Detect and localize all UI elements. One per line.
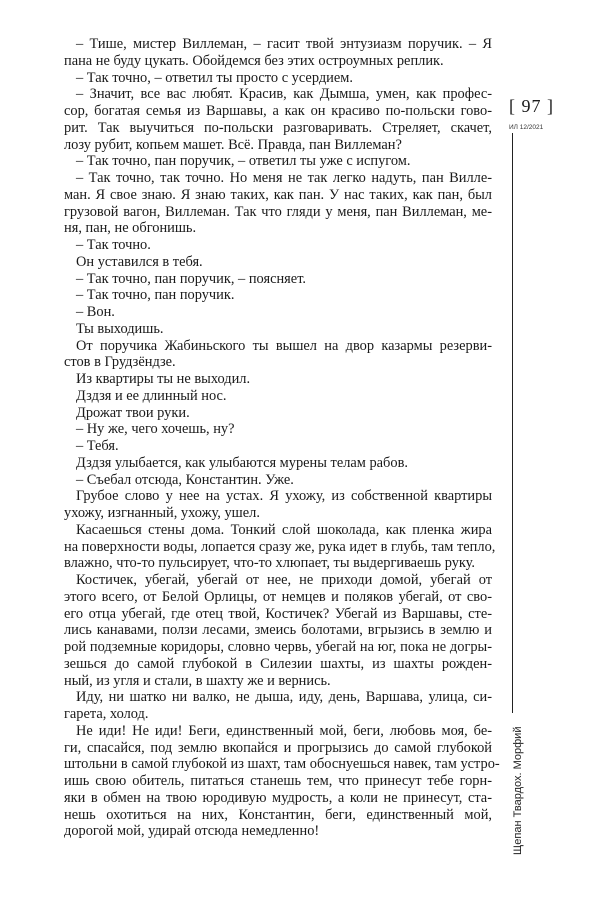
text-line: Он уставился в тебя. [76, 253, 203, 270]
text-line: Из квартиры ты не выходил. [76, 371, 251, 387]
text-line: влажно, что-то пульсирует, что-то хлюпает, ты выдергиваешь руку. [64, 555, 476, 572]
text-line: рит. Так выучиться по-польски разговаривать. Стреляет, скачет, [64, 119, 492, 136]
text-line: – Так точно, пан поручик, – поясняет. [76, 270, 306, 287]
text-line: – Так точно. [76, 237, 151, 253]
text-line: ги, спасайся, под землю вкопайся и прогрызись до самой глубокой [64, 739, 492, 756]
text-line: ня, пан, не обгонишь. [64, 220, 197, 237]
text-line: – Ну же, чего хочешь, ну? [76, 421, 235, 438]
text-line: лозу рубит, копьем машет. Всё. Правда, пан Виллеман? [64, 136, 402, 153]
text-line: Иду, ни шатко ни валко, не дыша, иду, день, Варшава, улица, си- [76, 689, 492, 706]
running-head: Щепан Твардох. Морфий [512, 726, 524, 855]
text-line: гарета, холод. [64, 706, 149, 722]
text-line: ман. Я свое знаю. Я знаю таких, как пан. У нас таких, как пан, был [64, 186, 492, 203]
text-line: лись канавами, ползи лесами, змеись болотами, вгрызись в землю и [64, 622, 492, 639]
text-line: его отца убегай, где отец твой, Костичек? Убегай из Варшавы, сте- [64, 605, 492, 622]
text-line: – Вон. [76, 304, 115, 320]
page-number: [ 97 ] [509, 96, 554, 116]
text-line: ишь свою обитель, питаться станешь тем, что принесут тебе горн- [64, 773, 492, 789]
text-line: – Съебал отсюда, Константин. Уже. [76, 471, 294, 488]
text-line: грузовой вагон, Виллеман. Так что гляди у меня, пан Виллеман, ме- [64, 203, 492, 220]
text-line: – Тебя. [76, 438, 119, 454]
text-line: – Так точно, пан поручик. [76, 287, 235, 304]
text-line: Дрожат твои руки. [76, 404, 190, 421]
text-line: Дздзя улыбается, как улыбаются мурены телам рабов. [76, 454, 408, 471]
text-line: на поверхности воды, лопается сразу же, рука идет в глубь, там тепло, [64, 538, 496, 555]
text-line: – Тише, мистер Виллеман, – гасит твой энтузиазм поручик. – Я [76, 36, 492, 52]
text-line: Ты выходишь. [76, 320, 164, 337]
text-line: рой подземные коридоры, словно червь, убегай на юг, пока не догры- [64, 639, 492, 655]
text-line: От поручика Жабиньского ты вышел на двор казармы резерви- [76, 337, 492, 354]
text-line: этого всего, от Белой Орлицы, от немцев и поляков убегай, от сво- [64, 588, 492, 605]
text-line: Не иди! Не иди! Беги, единственный мой, беги, любовь моя, бе- [76, 722, 492, 739]
text-line: – Так точно, пан поручик, – ответил ты уже с испугом. [76, 153, 411, 170]
text-line: – Так точно, – ответил ты просто с усердием. [76, 69, 353, 86]
side-rule-divider [512, 133, 513, 713]
text-line: Костичек, убегай, убегай от нее, не приходи домой, убегай от [76, 572, 492, 588]
text-line: штольни в самой глубокой из шахт, там обоснуешься навек, там устро- [64, 756, 500, 773]
text-line: ухожу, изгнанный, ухожу, ушел. [64, 505, 260, 521]
journal-issue: ИЛ 12/2021 [509, 124, 544, 131]
text-line: Грубое слово у нее на устах. Я ухожу, из собственной квартиры [76, 488, 492, 505]
text-line: нешь охотиться на них, Константин, беги, единственный мой, [64, 806, 492, 823]
text-line: сор, богатая семья из Варшавы, а как он красиво по-польски гово- [64, 103, 492, 119]
text-line: зешься до самой глубокой в Силезии шахты, из шахты рожден- [64, 655, 492, 672]
text-line: дорогой мой, удирай отсюда немедленно! [64, 823, 320, 840]
text-line: Касаешься стены дома. Тонкий слой шоколада, как пленка жира [76, 521, 492, 538]
text-line: ный, из угля и стали, в шахту же и вернись. [64, 672, 331, 689]
text-line: пана не буду цукать. Обойдемся без этих остроумных реплик. [64, 52, 444, 69]
text-line: – Значит, все вас любят. Красив, как Дымша, умен, как профес- [76, 86, 492, 103]
text-line: яки в обмен на твою юродивую мудрость, а коли не принесут, ста- [64, 789, 492, 806]
text-line: – Так точно, так точно. Но меня не так легко надуть, пан Вилле- [76, 170, 492, 186]
body-text [64, 36, 500, 840]
text-line: стов в Грудзёндзе. [64, 354, 176, 371]
text-line: Дздзя и ее длинный нос. [76, 387, 227, 404]
